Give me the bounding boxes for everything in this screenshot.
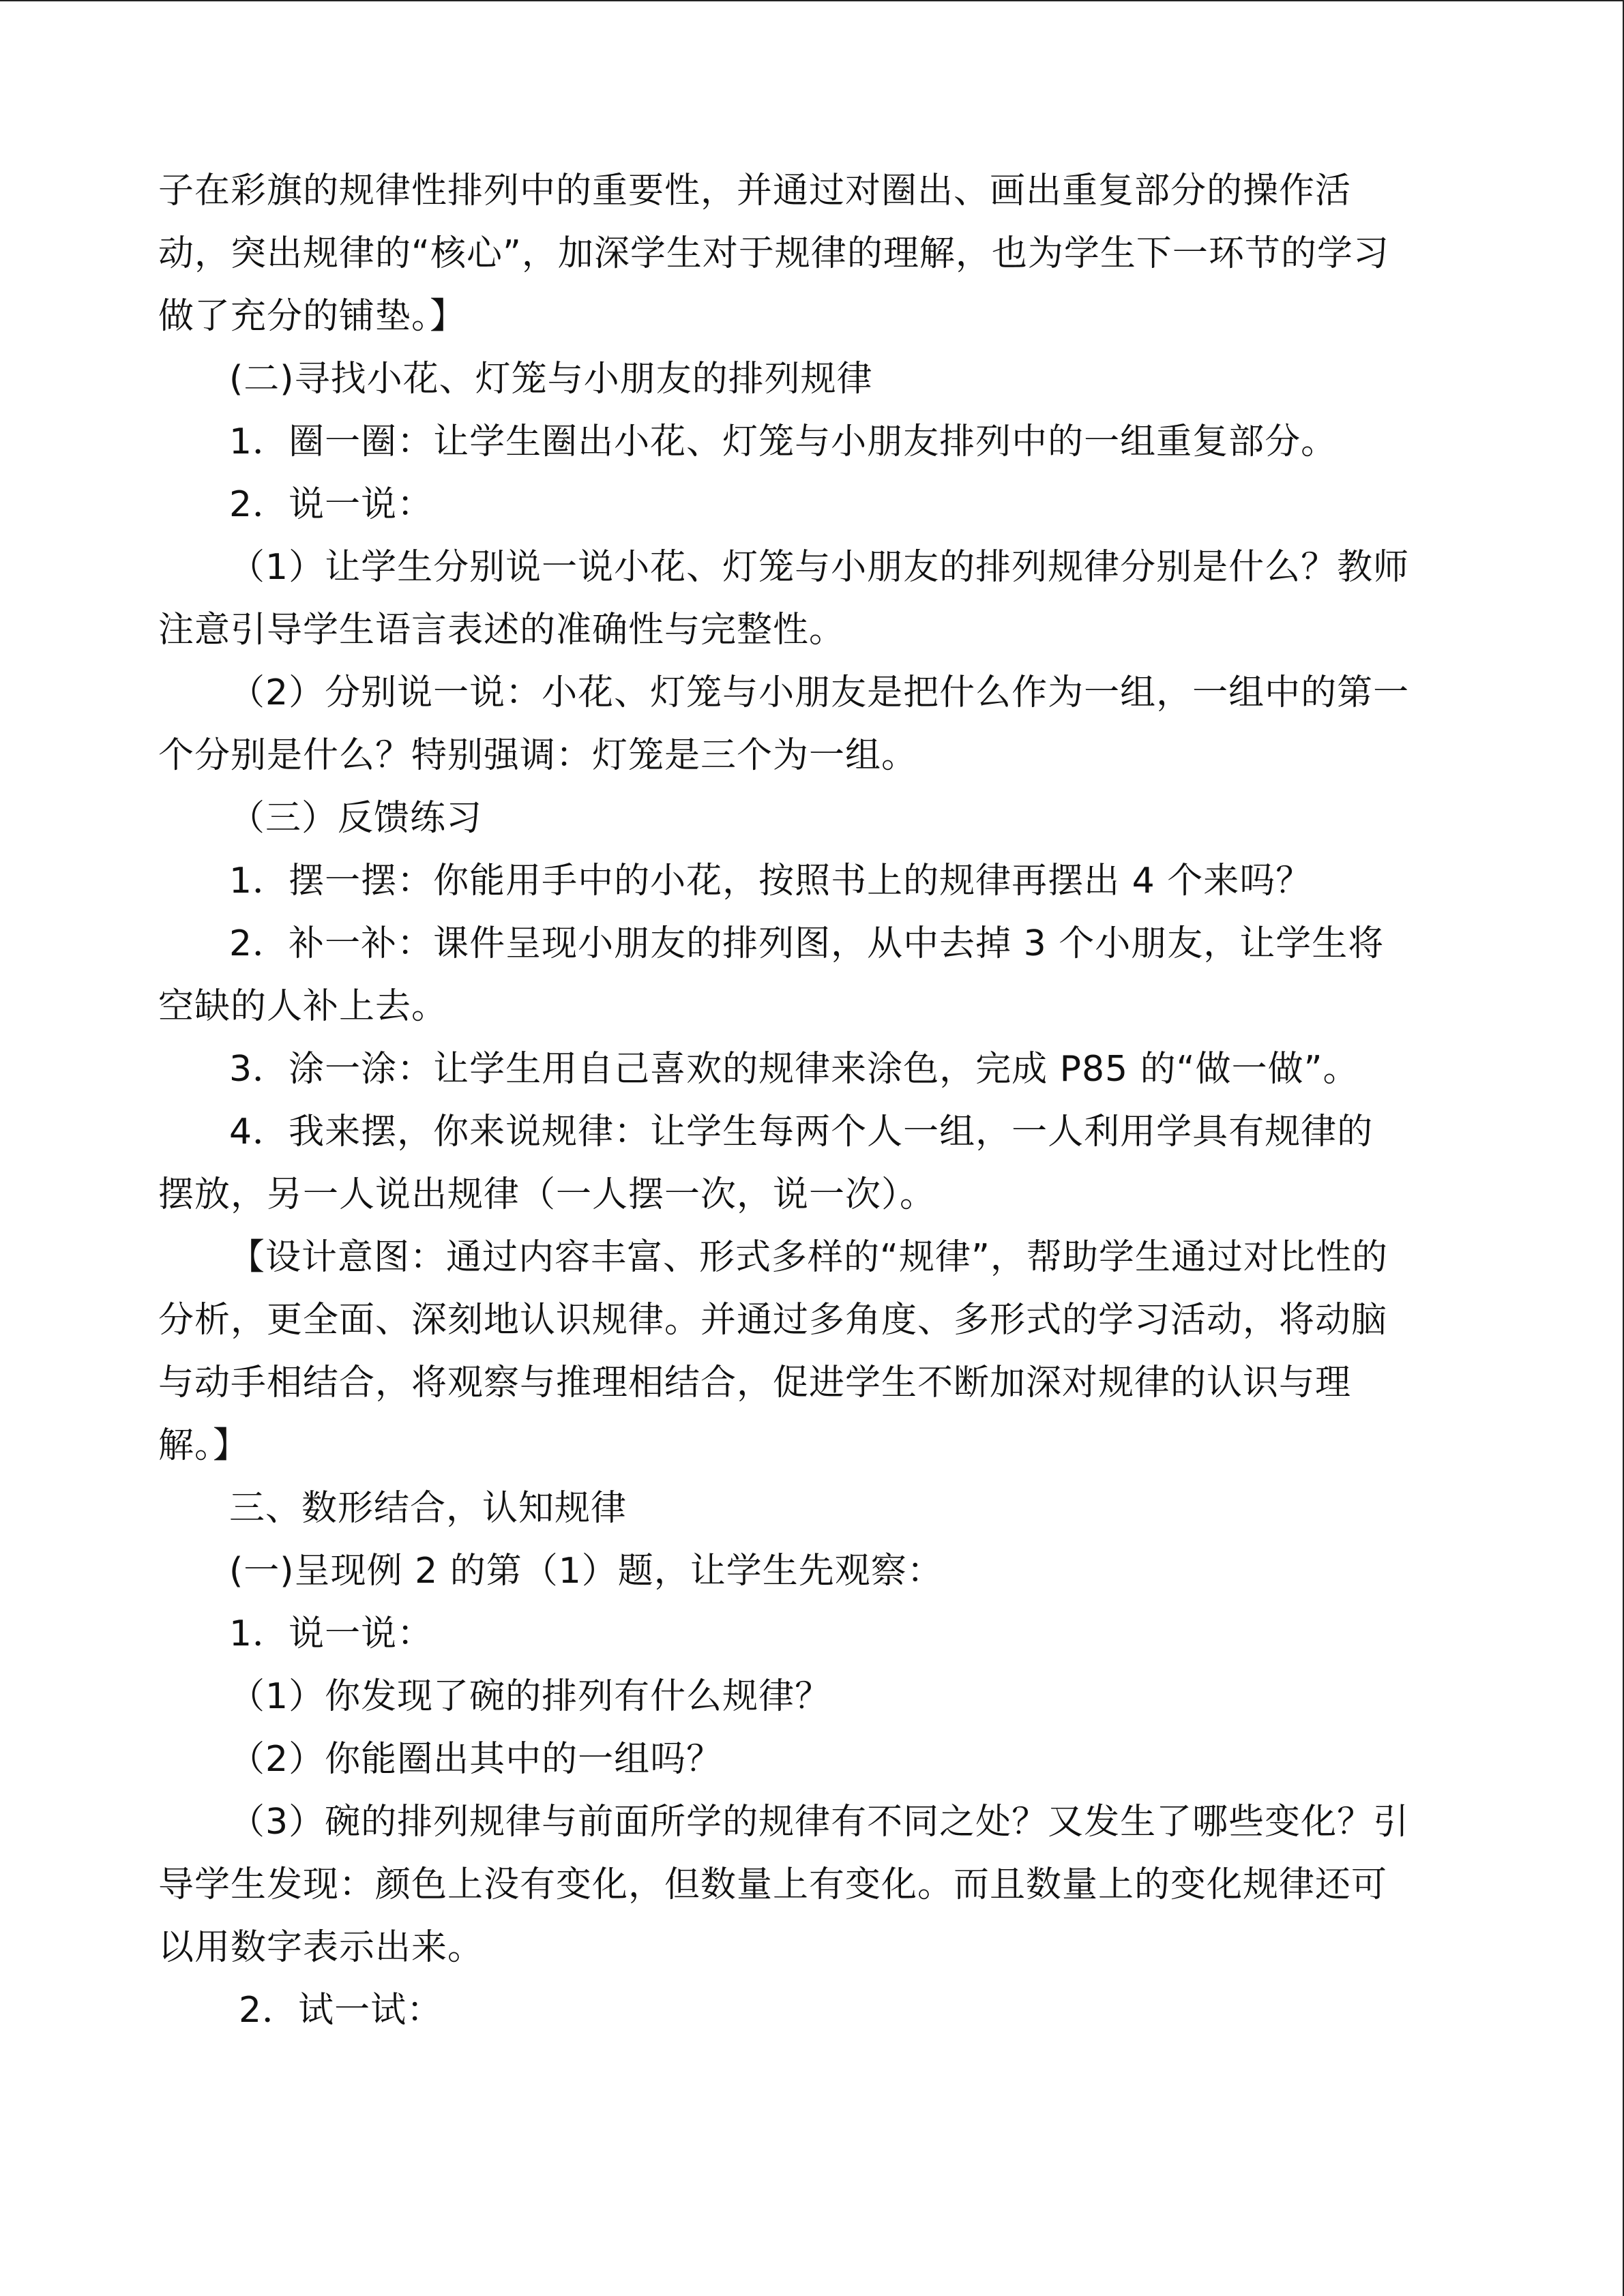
text-line: 注意引导学生语言表述的准确性与完整性。 <box>158 610 846 651</box>
text-line: 1．说一说： <box>229 1613 434 1654</box>
text-line: 1．摆一摆：你能用手中的小花，按照书上的规律再摆出 4 个来吗？ <box>229 861 1312 901</box>
text-line: 与动手相结合，将观察与推理相结合，促进学生不断加深对规律的认识与理 <box>158 1362 1352 1403</box>
text-line: 4．我来摆，你来说规律：让学生每两个人一组，一人利用学具有规律的 <box>229 1112 1374 1152</box>
text-line: 解。】 <box>158 1425 250 1466</box>
text-line: (一)呈现例 2 的第（1）题，让学生先观察： <box>229 1551 943 1592</box>
text-line: （三）反馈练习 <box>229 798 483 839</box>
text-line: 3．涂一涂：让学生用自己喜欢的规律来涂色，完成 P85 的“做一做”。 <box>229 1049 1359 1090</box>
text-line: 动，突出规律的“核心”，加深学生对于规律的理解，也为学生下一环节的学习 <box>158 233 1389 274</box>
text-line: 以用数字表示出来。 <box>158 1927 484 1968</box>
text-line: 2．说一说： <box>229 484 434 525</box>
text-line: 子在彩旗的规律性排列中的重要性，并通过对圈出、画出重复部分的操作活 <box>158 170 1352 211</box>
text-line: 空缺的人补上去。 <box>158 986 448 1027</box>
text-line: 摆放，另一人说出规律（一人摆一次，说一次）。 <box>158 1174 936 1215</box>
text-line: 个分别是什么？特别强调：灯笼是三个为一组。 <box>158 735 918 776</box>
text-line: （1）你发现了碗的排列有什么规律？ <box>229 1676 831 1717</box>
text-line: （2）分别说一说：小花、灯笼与小朋友是把什么作为一组，一组中的第一 <box>229 672 1410 713</box>
text-line: 分析，更全面、深刻地认识规律。并通过多角度、多形式的学习活动，将动脑 <box>158 1300 1388 1341</box>
text-line: 做了充分的铺垫。】 <box>158 296 467 337</box>
text-line: （2）你能圈出其中的一组吗？ <box>229 1739 723 1780</box>
text-line: （3）碗的排列规律与前面所学的规律有不同之处？又发生了哪些变化？引 <box>229 1802 1410 1843</box>
text-line: 导学生发现：颜色上没有变化，但数量上有变化。而且数量上的变化规律还可 <box>158 1864 1388 1905</box>
text-line: 【设计意图：通过内容丰富、形式多样的“规律”，帮助学生通过对比性的 <box>229 1237 1388 1278</box>
text-line: 三、数形结合，认知规律 <box>229 1488 628 1529</box>
document-body <box>158 160 1461 2042</box>
text-line: 2．试一试： <box>239 1990 443 2031</box>
text-line: （1）让学生分别说一说小花、灯笼与小朋友的排列规律分别是什么？教师 <box>229 547 1410 588</box>
text-line: 1．圈一圈：让学生圈出小花、灯笼与小朋友排列中的一组重复部分。 <box>229 421 1338 462</box>
text-line: (二)寻找小花、灯笼与小朋友的排列规律 <box>229 359 873 400</box>
text-line: 2．补一补：课件呈现小朋友的排列图，从中去掉 3 个小朋友，让学生将 <box>229 923 1385 964</box>
